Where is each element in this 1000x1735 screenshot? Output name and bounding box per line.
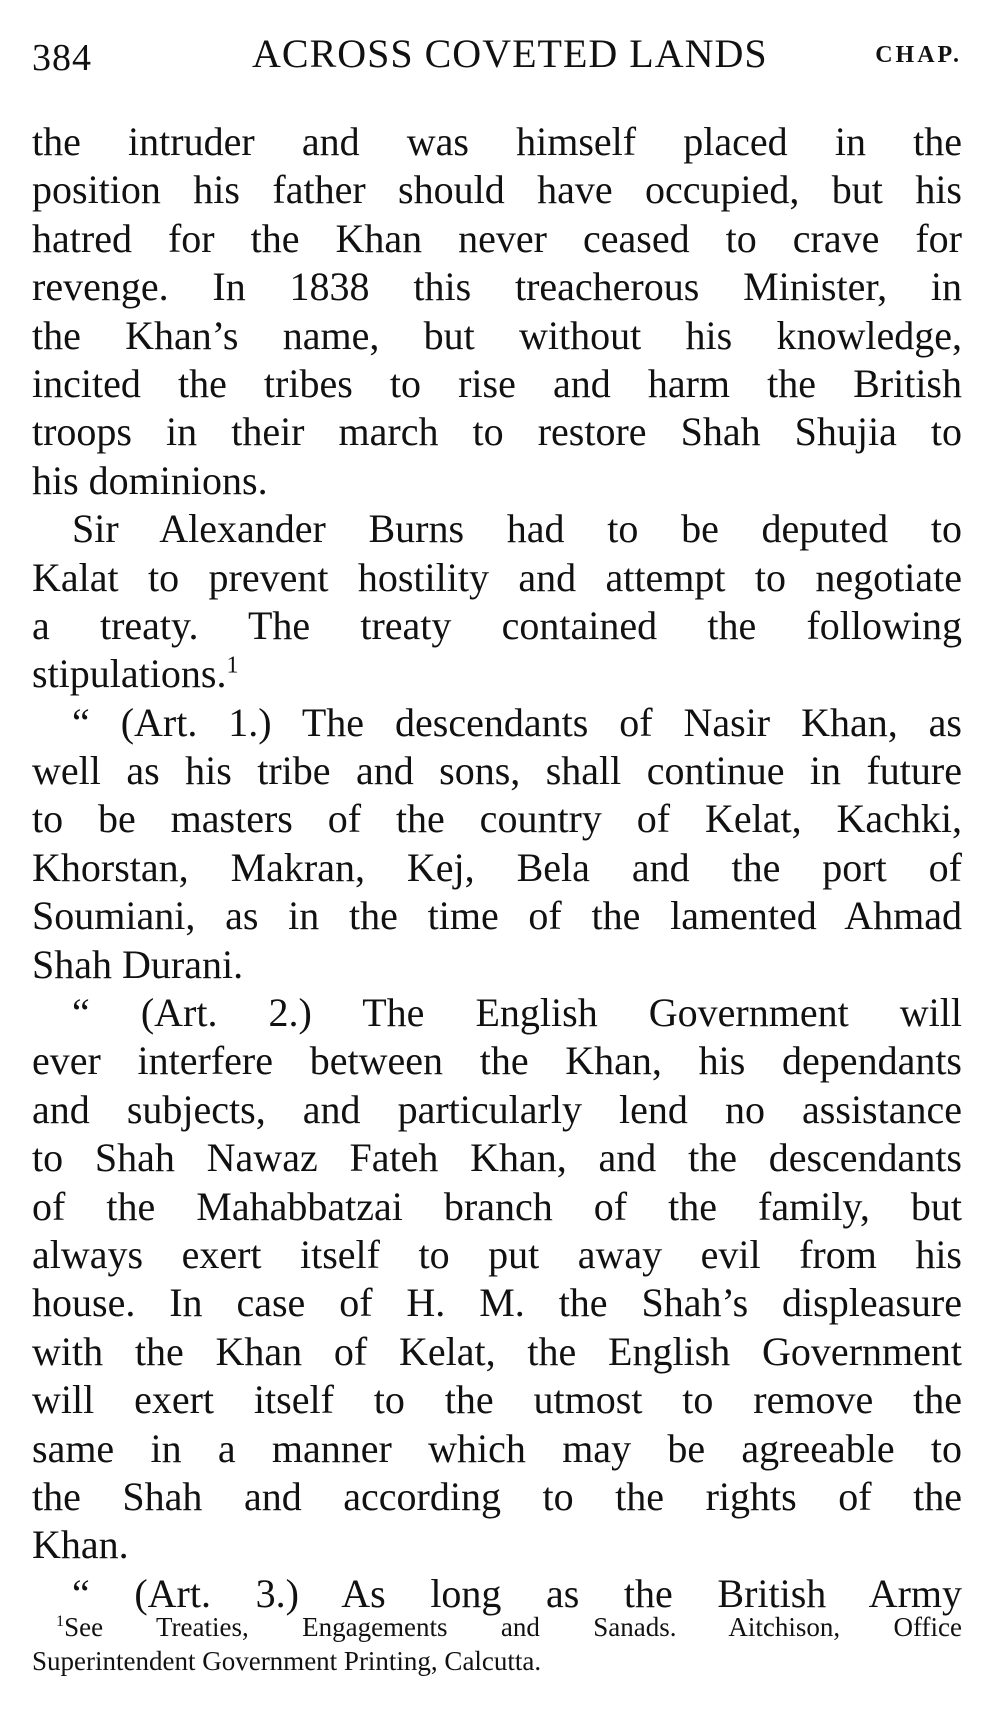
running-title: ACROSS COVETED LANDS <box>252 31 768 76</box>
text-line: of the Mahabbatzai branch of the family, but <box>32 1183 962 1229</box>
text-line: Khan. <box>32 1522 129 1568</box>
text-line: always exert itself to put away evil from his <box>32 1231 962 1277</box>
footnote-line: Superintendent Government Printing, Calcutta. <box>32 1646 542 1676</box>
text-line: revenge. In 1838 this treacherous Minister, in <box>32 264 962 310</box>
text-line: Soumiani, as in the time of the lamented Ahmad <box>32 893 962 939</box>
text-line: “ (Art. 2.) The English Government will <box>72 990 962 1036</box>
text-line: ever interfere between the Khan, his dependants <box>32 1038 962 1084</box>
text-line: his dominions. <box>32 457 268 503</box>
text-line: troops in their march to restore Shah Shujia to <box>32 409 962 455</box>
text-line: Khorstan, Makran, Kej, Bela and the port of <box>32 844 962 890</box>
text-line: same in a manner which may be agreeable to <box>32 1425 962 1471</box>
body-text <box>32 118 962 1618</box>
page-number: 384 <box>32 37 92 79</box>
text-line: to Shah Nawaz Fateh Khan, and the descendants <box>32 1135 962 1181</box>
footnote <box>32 1610 962 1678</box>
text-line: “ (Art. 1.) The descendants of Nasir Khan, as <box>72 699 962 745</box>
text-line: Kalat to prevent hostility and attempt to negotiate <box>32 554 962 600</box>
text-line: the Shah and according to the rights of the <box>32 1473 962 1519</box>
page-header <box>32 28 962 88</box>
text-line: “ (Art. 3.) As long as the British Army <box>72 1570 962 1616</box>
text-line: well as his tribe and sons, shall continue in future <box>32 748 962 794</box>
text-line: house. In case of H. M. the Shah’s displeasure <box>32 1280 962 1326</box>
text-line-content: stipulations. <box>32 651 227 697</box>
text-line: will exert itself to the utmost to remove the <box>32 1377 962 1423</box>
text-line: the Khan’s name, but without his knowledge, <box>32 312 962 358</box>
text-line: position his father should have occupied, but his <box>32 167 962 213</box>
text-line: a treaty. The treaty contained the following <box>32 602 962 648</box>
text-line: Shah Durani. <box>32 941 244 987</box>
footnote-text: See Treaties, Engagements and Sanads. Aitchison, Office <box>64 1612 962 1642</box>
footnote-marker: 1 <box>56 1612 65 1630</box>
text-line: hatred for the Khan never ceased to crave for <box>32 215 962 261</box>
text-line: to be masters of the country of Kelat, Kachki, <box>32 796 962 842</box>
text-line: and subjects, and particularly lend no assistance <box>32 1086 962 1132</box>
chapter-label: CHAP. <box>875 42 962 68</box>
text-line-with-footnote-ref <box>32 650 962 698</box>
footnote-reference: 1 <box>226 652 239 679</box>
text-line: the intruder and was himself placed in the <box>32 119 962 164</box>
footnote-line <box>32 1610 962 1644</box>
text-line: with the Khan of Kelat, the English Government <box>32 1328 962 1374</box>
text-line: incited the tribes to rise and harm the British <box>32 360 962 406</box>
text-line: Sir Alexander Burns had to be deputed to <box>72 506 962 552</box>
